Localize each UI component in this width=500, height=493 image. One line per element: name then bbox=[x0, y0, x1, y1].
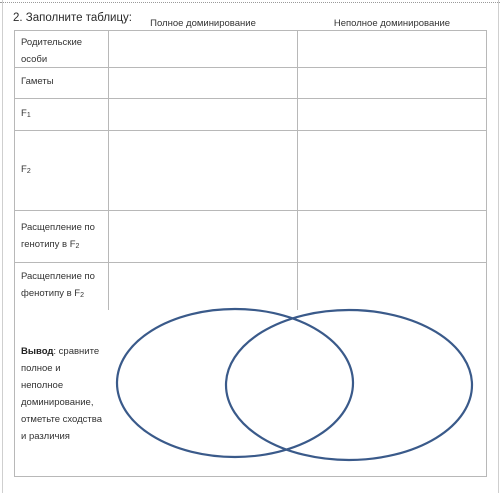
conclusion-line: доминирование, bbox=[21, 397, 94, 408]
conclusion-rest: : сравните bbox=[53, 346, 100, 357]
task-title: 2. Заполните таблицу: bbox=[13, 12, 132, 24]
row-label-text: генотипу в F bbox=[21, 239, 76, 250]
row-label-f2-main: F bbox=[21, 164, 27, 175]
row-label-gametes: Гаметы bbox=[21, 76, 54, 87]
row-label-line: особи bbox=[21, 54, 48, 65]
row-label-f1-main: F bbox=[21, 108, 27, 119]
row-label-line: Расщепление по bbox=[21, 271, 95, 282]
column-header-incomplete-dominance: Неполное доминирование bbox=[333, 18, 451, 29]
conclusion-line: и различия bbox=[21, 431, 70, 442]
row-label-sub: 2 bbox=[75, 243, 80, 250]
row-label-line: Расщепление по bbox=[21, 222, 95, 233]
row-label-f2-sub: 2 bbox=[26, 168, 31, 175]
row-label-line: Родительские bbox=[21, 37, 83, 48]
row-label-text: фенотипу в F bbox=[21, 288, 81, 299]
conclusion-line: отметьте сходства bbox=[21, 414, 102, 425]
conclusion-line: полное и bbox=[21, 363, 61, 374]
venn-circle-left bbox=[117, 309, 353, 457]
conclusion-bold: Вывод bbox=[21, 346, 54, 357]
row-label-sub: 2 bbox=[80, 292, 85, 299]
column-header-full-dominance: Полное доминирование bbox=[150, 18, 256, 29]
venn-circle-right bbox=[226, 310, 472, 460]
conclusion-line: неполное bbox=[21, 380, 64, 391]
row-label-f1-sub: 1 bbox=[26, 112, 31, 119]
